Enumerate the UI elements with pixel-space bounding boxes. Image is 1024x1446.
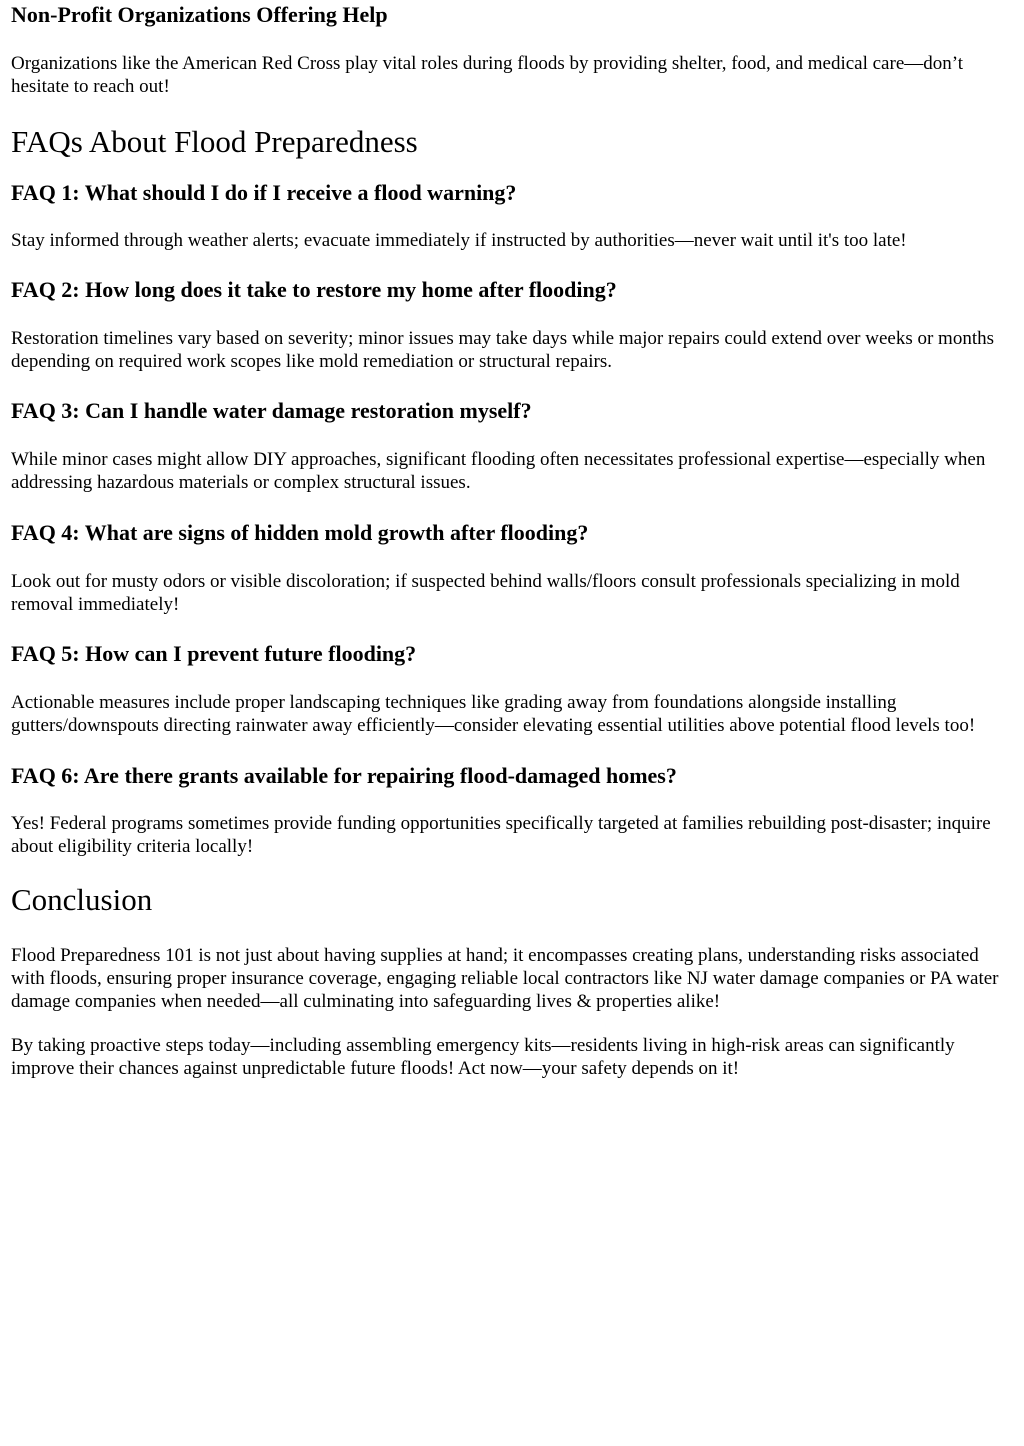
conclusion-paragraph-1: Flood Preparedness 101 is not just about having supplies at hand; it encompasses creating plans, understanding risks associated with floods, ensuring proper insurance coverage, engaging reliable local contractors like NJ water damage companies or PA water damage companies when needed—all culminating into safeguarding lives & properties alike! xyxy=(11,945,999,1012)
faq-answer-6: Yes! Federal programs sometimes provide funding opportunities specifically targeted at families rebuilding post-disaster; inquire about eligibility criteria locally! xyxy=(11,813,991,857)
faq-question-2: FAQ 2: How long does it take to restore my home after flooding? xyxy=(11,277,617,302)
conclusion-heading: Conclusion xyxy=(11,882,153,917)
faq-question-3: FAQ 3: Can I handle water damage restoration myself? xyxy=(11,398,532,423)
faq-answer-3: While minor cases might allow DIY approaches, significant flooding often necessitates professional expertise—especially when addressing hazardous materials or complex structural issues. xyxy=(11,449,986,493)
faq-question-4: FAQ 4: What are signs of hidden mold growth after flooding? xyxy=(11,520,589,545)
faq-question-1: FAQ 1: What should I do if I receive a flood warning? xyxy=(11,180,517,205)
nonprofit-text: Organizations like the American Red Cross play vital roles during floods by providing shelter, food, and medical care—don’t hesitate to reach out! xyxy=(11,53,964,97)
faq-answer-2: Restoration timelines vary based on severity; minor issues may take days while major repairs could extend over weeks or months depending on required work scopes like mold remediation or structural repairs. xyxy=(11,328,995,372)
nonprofit-heading: Non-Profit Organizations Offering Help xyxy=(11,2,388,27)
faq-answer-1: Stay informed through weather alerts; evacuate immediately if instructed by authorities—never wait until it's too late! xyxy=(11,230,907,251)
faq-question-5: FAQ 5: How can I prevent future flooding? xyxy=(11,641,417,666)
conclusion-paragraph-2: By taking proactive steps today—including assembling emergency kits—residents living in high-risk areas can significantly improve their chances against unpredictable future floods! Act now—your safety depends on it! xyxy=(11,1035,955,1079)
faq-answer-5: Actionable measures include proper landscaping techniques like grading away from foundations alongside installing gutters/downspouts directing rainwater away efficiently—consider elevating essential utilities above potential flood levels too! xyxy=(11,692,976,736)
faqs-heading: FAQs About Flood Preparedness xyxy=(11,124,418,159)
faq-question-6: FAQ 6: Are there grants available for repairing flood-damaged homes? xyxy=(11,763,677,788)
faq-answer-4: Look out for musty odors or visible discoloration; if suspected behind walls/floors consult professionals specializing in mold removal immediately! xyxy=(11,571,960,615)
